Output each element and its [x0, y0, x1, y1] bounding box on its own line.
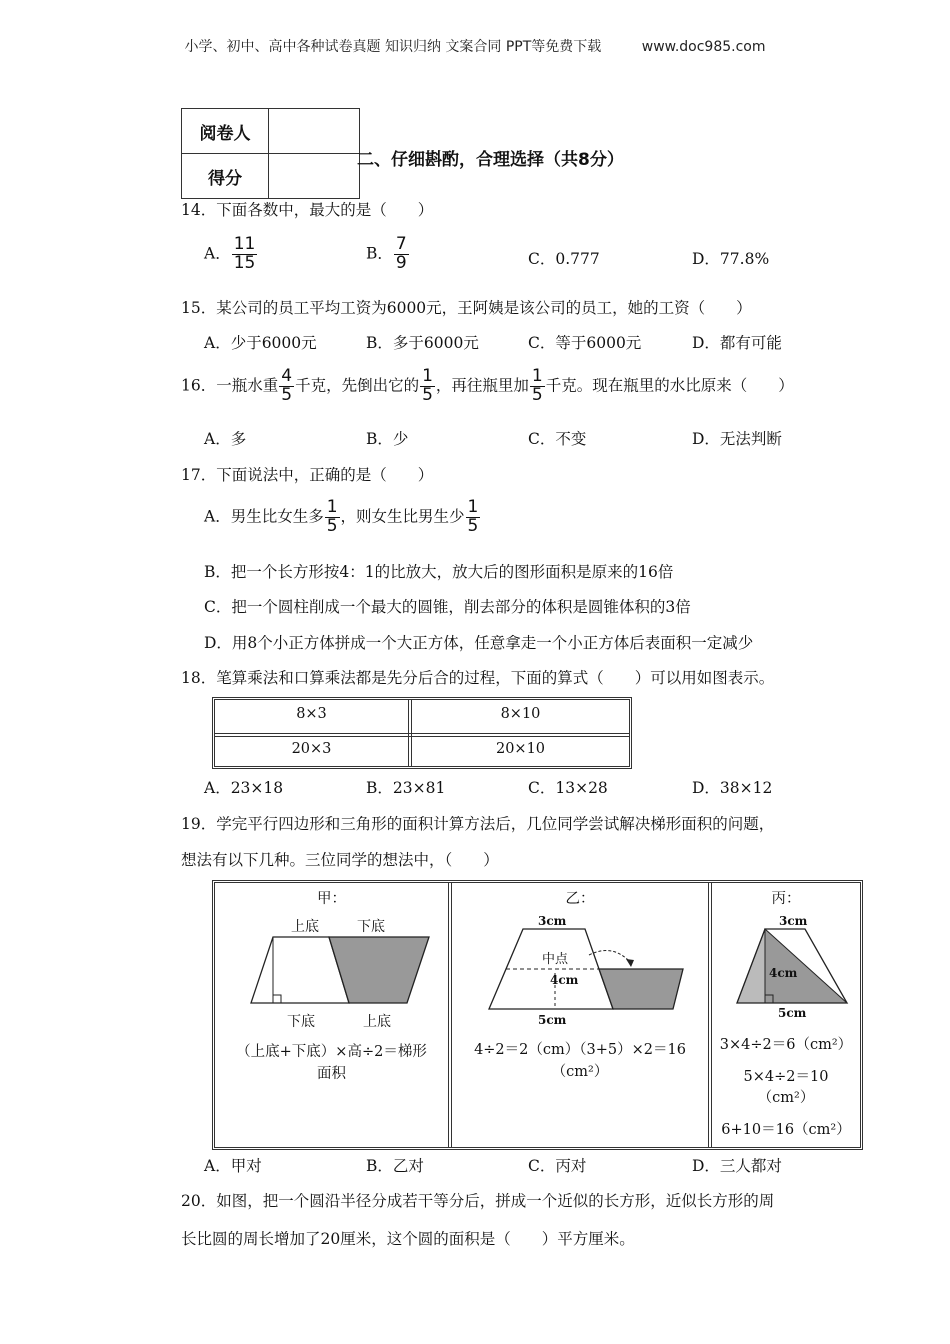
yi-diagram	[485, 923, 690, 1013]
q14-b-fraction: $\frac{7}{9}$	[395, 234, 407, 273]
bing-calc-3: （cm²）	[757, 1090, 815, 1106]
q18-table	[212, 697, 632, 769]
q16-option-b: B．少	[366, 430, 409, 448]
jia-label-top-left: 上底	[291, 919, 319, 935]
bing-label-height: 4cm	[769, 966, 798, 980]
q14-option-c: C．0.777	[528, 250, 600, 268]
bing-diagram	[733, 925, 851, 1005]
q19-figure-table	[212, 880, 863, 1150]
q17-option-c: C．把一个圆柱削成一个最大的圆锥，削去部分的体积是圆锥体积的3倍	[204, 598, 691, 616]
q16-fraction-3: $\frac{1}{5}$	[531, 366, 543, 405]
q17-option-a: A．男生比女生多 $\frac{1}{5}$ ，则女生比男生少 $\frac{1}{5}$	[204, 497, 479, 536]
q14-option-a: A． $\frac{11}{15}$	[204, 234, 256, 273]
yi-title: 乙：	[565, 891, 595, 907]
q19-option-b: B．乙对	[366, 1157, 424, 1175]
yi-label-top: 3cm	[538, 914, 567, 928]
q18-cell: 20×10	[495, 741, 546, 757]
q15-stem: 15．某公司的员工平均工资为6000元，王阿姨是该公司的员工，她的工资（ ）	[181, 299, 752, 317]
q19-stem-1: 19．学完平行四边形和三角形的面积计算方法后，几位同学尝试解决梯形面积的问题，	[181, 815, 775, 833]
q17-stem: 17．下面说法中，正确的是（ ）	[181, 466, 434, 484]
q17-option-d: D．用8个小正方体拼成一个大正方体，任意拿走一个小正方体后表面积一定减少	[204, 634, 754, 652]
q20-stem-1: 20．如图，把一个圆沿半径分成若干等分后，拼成一个近似的长方形，近似长方形的周	[181, 1192, 775, 1210]
bing-calc-1: 3×4÷2＝6（cm²）	[719, 1037, 853, 1053]
q16-fraction-1: $\frac{4}{5}$	[281, 366, 293, 405]
q18-option-c: C．13×28	[528, 779, 608, 797]
q18-stem: 18．笔算乘法和口算乘法都是先分后合的过程，下面的算式（ ）可以用如图表示。	[181, 669, 775, 687]
q14-option-d: D．77.8%	[692, 250, 770, 268]
q18-option-a: A．23×18	[204, 779, 284, 797]
q18-option-b: B．23×81	[366, 779, 446, 797]
jia-formula-1: （上底+下底）×高÷2＝梯形	[236, 1044, 427, 1060]
section-title: 二、仔细斟酌，合理选择（共8分）	[357, 150, 624, 170]
bing-calc-2: 5×4÷2＝10	[743, 1069, 829, 1085]
q20-stem-2: 长比圆的周长增加了20厘米，这个圆的面积是（ ）平方厘米。	[181, 1230, 635, 1248]
header-site: www.doc985.com	[641, 39, 766, 55]
jia-diagram	[245, 931, 435, 1006]
jia-formula-2: 面积	[317, 1066, 346, 1082]
bing-calc-4: 6+10＝16（cm²）	[721, 1122, 851, 1138]
q15-option-c: C．等于6000元	[528, 334, 642, 352]
q17-option-b: B．把一个长方形按4：1的比放大，放大后的图形面积是原来的16倍	[204, 563, 674, 581]
q19-stem-2: 想法有以下几种。三位同学的想法中，（ ）	[181, 851, 499, 869]
q18-option-d: D．38×12	[692, 779, 773, 797]
q19-option-d: D．三人都对	[692, 1157, 782, 1175]
q17-a-fraction-2: $\frac{1}{5}$	[467, 497, 479, 536]
q18-cell: 8×10	[500, 706, 541, 722]
q15-option-d: D．都有可能	[692, 334, 782, 352]
q14-a-fraction: $\frac{11}{15}$	[233, 234, 256, 273]
bing-label-top: 3cm	[779, 914, 808, 928]
q14-stem: 14．下面各数中，最大的是（ ）	[181, 201, 434, 219]
yi-calc-1: 4÷2＝2（cm）（3+5）×2＝16	[474, 1042, 686, 1058]
yi-label-height: 4cm	[550, 973, 579, 987]
q14-option-b: B． $\frac{7}{9}$	[366, 234, 407, 273]
reviewer-value	[269, 109, 360, 154]
jia-label-top-right: 下底	[357, 919, 385, 935]
score-value	[269, 154, 360, 199]
page-header	[0, 36, 950, 56]
yi-label-midpoint: 中点	[542, 952, 569, 967]
q16-stem: 16．一瓶水重 $\frac{4}{5}$ 千克，先倒出它的 $\frac{1}{5}$ ，再往瓶里加 $\frac{1}{5}$ 千克。现在瓶里的水比原来（ ）	[181, 366, 794, 405]
yi-label-bottom: 5cm	[538, 1013, 567, 1027]
jia-title: 甲：	[317, 891, 346, 907]
q18-cell: 20×3	[291, 741, 332, 757]
jia-label-bottom-left: 下底	[287, 1014, 315, 1030]
yi-calc-2: （cm²）	[551, 1064, 609, 1080]
q16-option-c: C．不变	[528, 430, 587, 448]
q16-option-d: D．无法判断	[692, 430, 782, 448]
q18-cell: 8×3	[296, 706, 327, 722]
q16-fraction-2: $\frac{1}{5}$	[422, 366, 433, 405]
q19-option-a: A．甲对	[204, 1157, 262, 1175]
bing-title: 丙：	[771, 891, 801, 907]
q15-option-a: A．少于6000元	[204, 334, 317, 352]
header-text: 小学、初中、高中各种试卷真题 知识归纳 文案合同 PPT等免费下载	[184, 39, 602, 55]
q15-option-b: B．多于6000元	[366, 334, 479, 352]
jia-label-bottom-right: 上底	[363, 1014, 391, 1030]
score-table	[181, 108, 360, 199]
q17-a-fraction-1: $\frac{1}{5}$	[326, 497, 338, 536]
q16-option-a: A．多	[204, 430, 247, 448]
score-label: 得分	[182, 154, 269, 199]
bing-label-bottom: 5cm	[778, 1006, 807, 1020]
q19-option-c: C．丙对	[528, 1157, 587, 1175]
reviewer-label: 阅卷人	[182, 109, 269, 154]
